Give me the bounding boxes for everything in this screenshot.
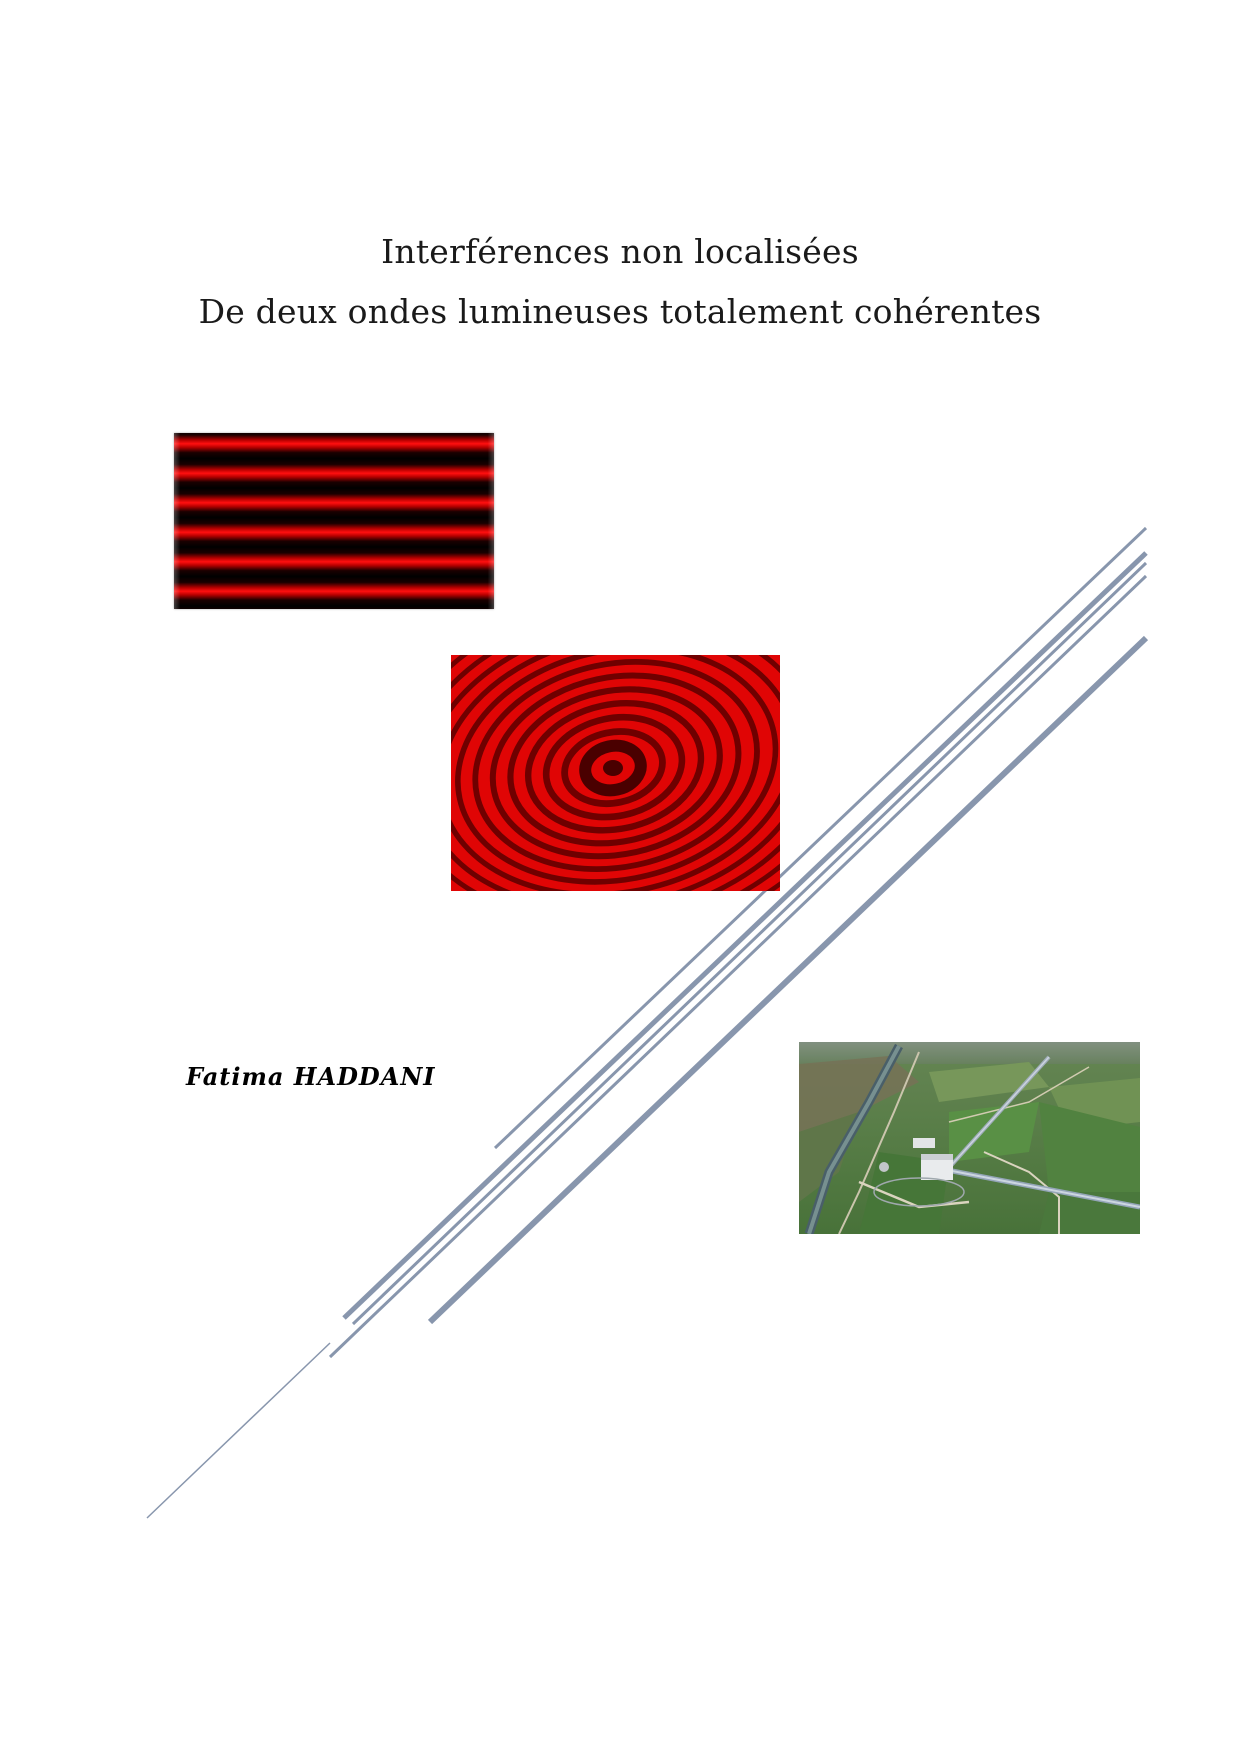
circular-rings-image [451, 655, 780, 891]
document-title [0, 222, 1240, 342]
linear-fringes-image [174, 433, 494, 609]
diagonal-line-6 [147, 1343, 330, 1518]
title-line-1: Interférences non localisées [381, 232, 859, 271]
author-name: Fatima HADDANI [186, 1062, 436, 1091]
interferometer-aerial-image [799, 1042, 1140, 1234]
title-line-2: De deux ondes lumineuses totalement cohérentes [198, 292, 1042, 331]
